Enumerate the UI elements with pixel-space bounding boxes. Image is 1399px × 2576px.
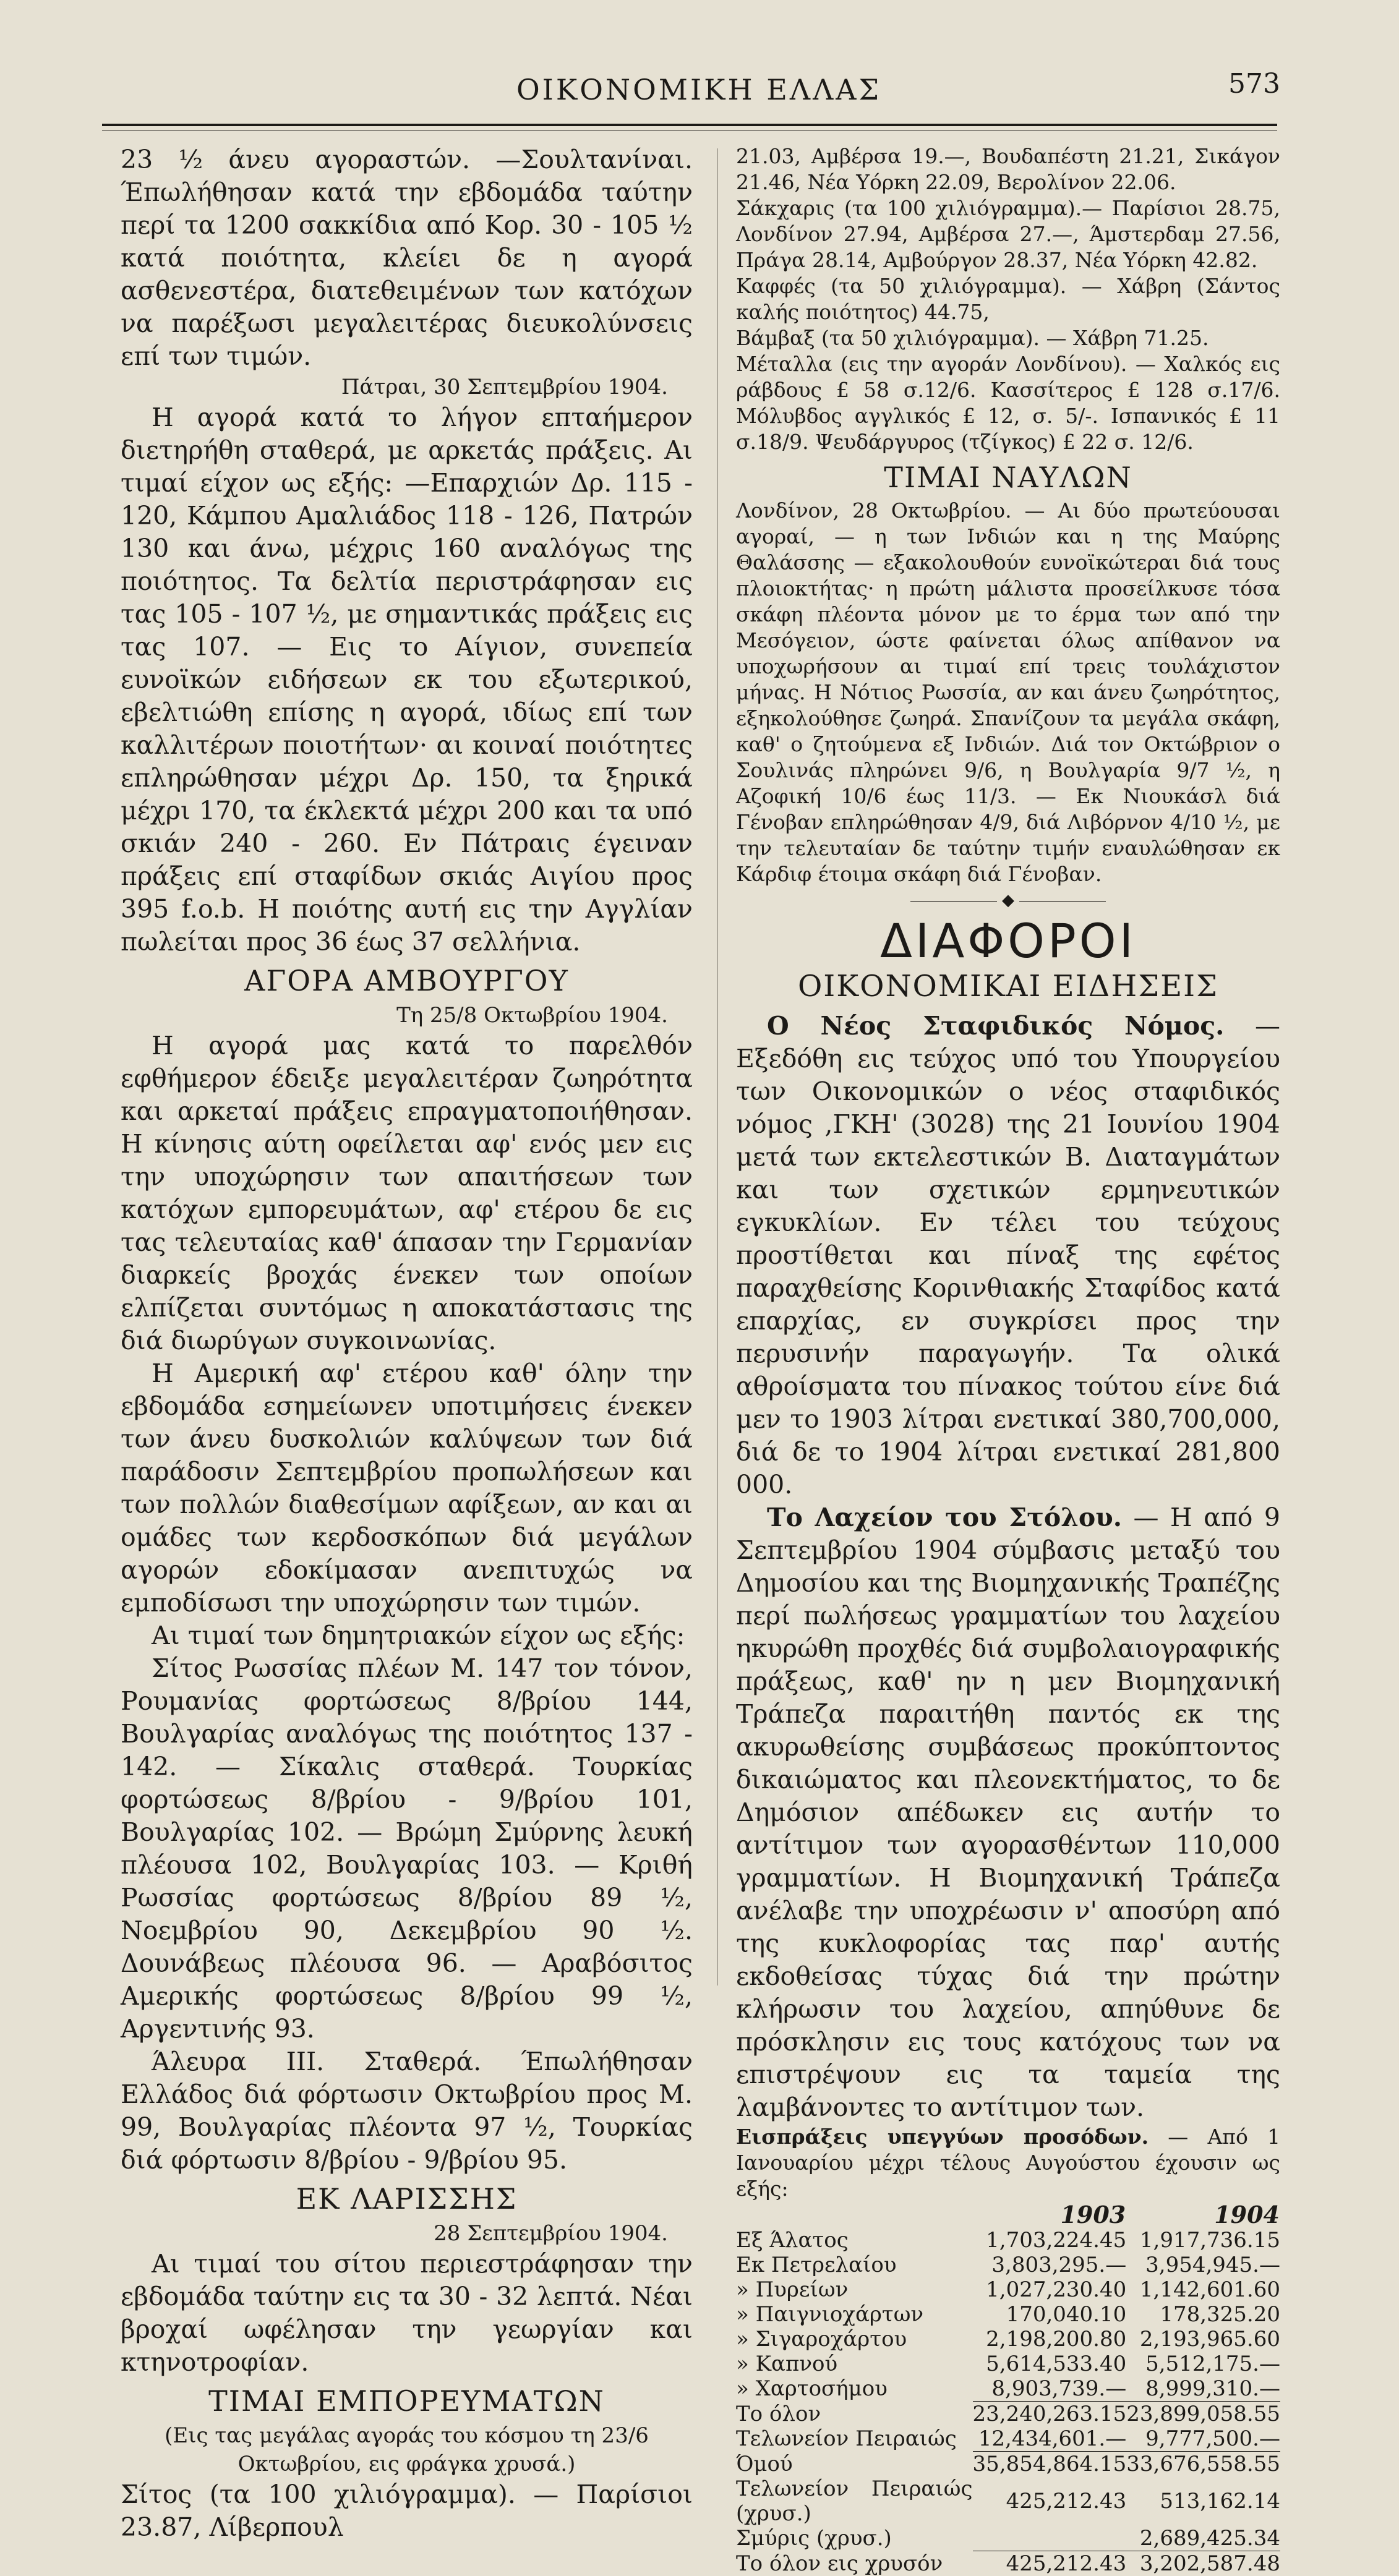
table-row (736, 2253, 1280, 2277)
dateline: Πάτραι, 30 Σεπτεμβρίου 1904. (121, 373, 693, 401)
paragraph: Καφφές (τα 50 χιλιόγραμμα). — Χάβρη (Σάντος καλής ποιότητος) 44.75, (736, 273, 1280, 325)
row-label: Τελωνείον Πειραιώς (χρυσ.) (736, 2476, 973, 2526)
value-1904: 2,193,965.60 (1126, 2327, 1280, 2352)
article-lead: Εισπράξεις υπεγγύων προσόδων. (736, 2125, 1149, 2149)
table-header-1904: 1904 (1126, 2202, 1280, 2228)
value-1904: 2,689,425.34 (1126, 2526, 1280, 2551)
article-lead: Το Λαχείον του Στόλου. (767, 1503, 1122, 1532)
row-label: » Πυρείων (736, 2277, 973, 2302)
article-text: — Εξεδόθη εις τεύχος υπό του Υπουργείου των Οικονομικών ο νέος σταφιδικός νόμος ,ΓΚΗ' (3028) της 21 Ιουνίου 1904 μετά των εκτελεστικών Β. Διαταγμάτων και των σχετικών ερμηνευτικών εγκυκλίων. Εν τέλει του τεύχους προστίθεται και πίναξ της εφέτος παραχθείσης Κορινθιακής Σταφίδος κατά επαρχίας, εν συγκρίσει προς την περυσινήν παραγωγήν. Τα ολικά αθροίσματα του πίνακος τούτου είνε διά μεν το 1903 λίτραι ενετικαί 380,700,000, διά δε το 1904 λίτραι ενετικαί 281,800 000. (736, 1011, 1280, 1499)
value-1904: 5,512,175.— (1126, 2352, 1280, 2376)
paragraph: 23 ½ άνευ αγοραστών. —Σουλτανίναι. Έπωλήθησαν κατά την εβδομάδα ταύτην περί τα 1200 σακκίδια από Κορ. 30 - 105 ½ κατά ποιότητα, κλείει δε η αγορά ασθενεστέρα, διατεθειμένων των κατόχων να παρέξωσι μεγαλειτέρας διευκολύνσεις επί των τιμών. (121, 143, 693, 373)
value-1904: 513,162.14 (1126, 2476, 1280, 2526)
paragraph (736, 2124, 1280, 2202)
row-label: Το όλον (736, 2402, 973, 2427)
row-label: Σμύρις (χρυσ.) (736, 2526, 973, 2551)
dateline: 28 Σεπτεμβρίου 1904. (121, 2219, 693, 2248)
table-header-1903: 1903 (973, 2202, 1127, 2228)
paragraph: Η αγορά κατά το λήγον επταήμερον διετηρήθη σταθερά, με αρκετάς πράξεις. Αι τιμαί είχον ως εξής: —Επαρχιών Δρ. 115 - 120, Κάμπου Αμαλιάδος 118 - 126, Πατρών 130 και άνω, μέχρις 160 αναλόγως της ποιότητος. Τα δελτία περιστράφησαν εις τας 105 - 107 ½, με σημαντικάς πράξεις εις τας 107. — Εις το Αίγιον, συνεπεία ευνοϊκών ειδήσεων εκ του εξωτερικού, εβελτιώθη επίσης η αγορά, ιδίως επί των καλλιτέρων ποιοτήτων· αι κοιναί ποιότητες επληρώθησαν μέχρι Δρ. 150, τα ξηρικά μέχρι 170, τα έκλεκτά μέχρι 200 και τα υπό σκιάν 240 - 260. Εν Πάτραις έγειναν πράξεις επί σταφίδων σκιάς Αιγίου προς 395 f.o.b. Η ποιότης αυτή εις την Αγγλίαν πωλείται προς 36 έως 37 σελλήνια. (121, 401, 693, 958)
value-1903: 5,614,533.40 (973, 2352, 1127, 2376)
table-header-row (736, 2202, 1280, 2228)
paragraph: Σάκχαρις (τα 100 χιλιόγραμμα).— Παρίσιοι 28.75, Λονδίνον 27.94, Αμβέρσα 27.—, Άμστερδαμ 27.56, Πράγα 28.14, Αμβούργον 28.37, Νέα Υόρκη 42.82. (736, 195, 1280, 273)
page-number: 573 (1228, 68, 1280, 100)
paragraph: Βάμβαξ (τα 50 χιλιόγραμμα). — Χάβρη 71.25. (736, 325, 1280, 351)
value-1903: 1,703,224.45 (973, 2228, 1127, 2253)
table-row (736, 2277, 1280, 2302)
value-1903: 1,027,230.40 (973, 2277, 1127, 2302)
table-row (736, 2228, 1280, 2253)
table-row (736, 2551, 1280, 2576)
paragraph: Η αγορά μας κατά το παρελθόν εφθήμερον έδειξε μεγαλειτέραν ζωηρότητα και αρκεταί πράξεις επραγματοποιήθησαν. Η κίνησις αύτη οφείλεται αφ' ενός μεν εις την υποχώρησιν των απαιτήσεων των κατόχων εμπορευμάτων, αφ' ετέρου δε εις τας τελευταίας καθ' άπασαν την Γερμανίαν διαρκείς βροχάς ένεκεν των οποίων ελπίζεται συντόμως η αποκατάστασις της διά διωρύγων συγκοινωνίας. (121, 1030, 693, 1357)
paragraph (736, 1010, 1280, 1501)
paragraph: Η Αμερική αφ' ετέρου καθ' όλην την εβδομάδα εσημείωνεν υποτιμήσεις ένεκεν των άνευ δυσκολιών καλύψεων των διά παράδοσιν Σεπτεμβρίου προπωλήσεων και των πολλών διαθεσίμων αφίξεων, αν και αι ομάδες των κερδοσκόπων διά μεγάλων αγορών εδοκίμασαν ανεπιτυχώς να εμποδίσωσι την υποχώρησιν των τιμών. (121, 1357, 693, 1619)
section-heading: ΑΓΟΡΑ ΑΜΒΟΥΡΓΟΥ (121, 965, 693, 997)
row-label: Εκ Πετρελαίου (736, 2253, 973, 2277)
paragraph: Αι τιμαί του σίτου περιεστράφησαν την εβδομάδα ταύτην εις τα 30 - 32 λεπτά. Νέαι βροχαί ωφέλησαν την γεωργίαν και κτηνοτροφίαν. (121, 2248, 693, 2379)
article-text: — Η από 9 Σεπτεμβρίου 1904 σύμβασις μεταξύ του Δημοσίου και της Βιομηχανικής Τραπέζης περί πωλήσεως γραμματίων του λαχείου ηκυρώθη προχθές διά συμβολαιογραφικής πράξεως, καθ' ην η μεν Βιομηχανική Τράπεζα παραιτήθη παντός εκ της ακυρωθείσης συμβάσεως προκύπτοντος δικαιώματος και πλεονεκτήματος, το δε Δημόσιον απέδωκεν εις αυτήν το αντίτιμον των αγορασθέντων 110,000 γραμματίων. Η Βιομηχανική Τράπεζα ανέλαβε την υποχρέωσιν ν' αποσύρη από της κυκλοφορίας τας παρ' αυτής εκδοθείσας τύχας διά την πρώτην κλήρωσιν του λαχείου, απηύθυνε δε πρόσκλησιν εις τους κατόχους των να επιστρέψουν εις τα ταμεία της λαμβάνοντες το αντίτιμον των. (736, 1503, 1280, 2122)
row-label: » Παιγνιοχάρτων (736, 2302, 973, 2327)
paragraph: 21.03, Αμβέρσα 19.—, Βουδαπέστη 21.21, Σικάγον 21.46, Νέα Υόρκη 22.09, Βερολίνον 22.06. (736, 143, 1280, 195)
paragraph: Άλευρα ΙΙΙ. Σταθερά. Έπωλήθησαν Ελλάδος διά φόρτωσιν Οκτωβρίου προς Μ. 99, Βουλγαρίας πλέοντα 97 ½, Τουρκίας διά φόρτωσιν 8/βρίου - 9/βρίου 95. (121, 2045, 693, 2177)
paragraph: Σίτος Ρωσσίας πλέων Μ. 147 τον τόνον, Ρουμανίας φορτώσεως 8/βρίου 144, Βουλγαρίας αναλόγως της ποιότητος 137 - 142. — Σίκαλις σταθερά. Τουρκίας φορτώσεως 8/βρίου - 9/βρίου 101, Βουλγαρίας 102. — Βρώμη Σμύρνης λευκή πλέουσα 102, Βουλγαρίας 103. — Κριθή Ρωσσίας φορτώσεως 8/βρίου 89 ½, Νοεμβρίου 90, Δεκεμβρίου 90 ½. Δουνάβεως πλέουσα 96. — Αραβόσιτος Αμερικής φορτώσεως 8/βρίου 99 ½, Αργεντινής 93. (121, 1652, 693, 2045)
ornament-divider: ◆ (736, 890, 1280, 911)
value-1903: 23,240,263.15 (973, 2402, 1127, 2427)
paragraph (736, 1501, 1280, 2124)
value-1903: 12,434,601.— (973, 2426, 1127, 2452)
row-label: » Σιγαροχάρτου (736, 2327, 973, 2352)
revenue-table-body (736, 2228, 1280, 2576)
section-heading: ΤΙΜΑΙ ΝΑΥΛΩΝ (736, 461, 1280, 494)
table-row (736, 2376, 1280, 2402)
table-row (736, 2426, 1280, 2452)
table-row (736, 2352, 1280, 2376)
value-1903: 8,903,739.— (973, 2376, 1127, 2402)
table-row (736, 2452, 1280, 2477)
value-1904: 33,676,558.55 (1126, 2452, 1280, 2477)
table-row (736, 2526, 1280, 2551)
value-1904: 9,777,500.— (1126, 2426, 1280, 2452)
paragraph: Λονδίνον, 28 Οκτωβρίου. — Αι δύο πρωτεύουσαι αγοραί, — η των Ινδιών και η της Μαύρης Θαλάσσης — εξακολουθούν ευνοϊκώτεραι διά τους πλοιοκτήτας· η πρώτη μάλιστα προσείλκυσε τόσα σκάφη πλέοντα μόνον με το έρμα των από την Μεσόγειον, ώστε φαίνεται όλως απίθανον να υποχωρήσουν αι τιμαί επί τρεις τουλάχιστον μήνας. Η Νότιος Ρωσσία, αν και άνευ ζωηρότητος, εξηκολούθησε ζωηρά. Σπανίζουν τα μεγάλα σκάφη, καθ' ο ζητούμενα εξ Ινδιών. Διά τον Οκτώβριον ο Σουλινάς πληρώνει 9/6, η Βουλγαρία 9/7 ½, η Αζοφική 10/6 έως 11/3. — Εκ Νιουκάσλ διά Γένοβαν επληρώθησαν 4/9, διά Λιβόρνον 4/10 ½, με την τελευταίαν δε ταύτην τιμήν εναυλώθησαν εκ Κάρδιφ έτοιμα σκάφη διά Γένοβαν. (736, 498, 1280, 887)
value-1904: 3,202,587.48 (1126, 2551, 1280, 2576)
section-heading-large: ΔΙΑΦΟΡΟΙ (736, 915, 1280, 968)
column-divider (717, 148, 718, 1985)
table-row (736, 2327, 1280, 2352)
paragraph: Σίτος (τα 100 χιλιόγραμμα). — Παρίσιοι 23.87, Λίβερπουλ (121, 2478, 693, 2544)
section-subheading: (Εις τας μεγάλας αγοράς του κόσμου τη 23/6 Οκτωβρίου, εις φράγκα χρυσά.) (121, 2421, 693, 2478)
revenue-table (736, 2202, 1280, 2576)
value-1903: 35,854,864.15 (973, 2452, 1127, 2477)
left-column (121, 143, 693, 2544)
value-1903: 425,212.43 (973, 2476, 1127, 2526)
value-1903: 3,803,295.— (973, 2253, 1127, 2277)
section-heading: ΤΙΜΑΙ ΕΜΠΟΡΕΥΜΑΤΩΝ (121, 2385, 693, 2418)
value-1903 (973, 2526, 1127, 2551)
section-subheading: ΟΙΚΟΝΟΜΙΚΑΙ ΕΙΔΗΣΕΙΣ (736, 968, 1280, 1005)
row-label: Το όλον εις χρυσόν (736, 2551, 973, 2576)
row-label: » Καπνού (736, 2352, 973, 2376)
page-header (118, 73, 1280, 110)
running-title: ΟΙΚΟΝΟΜΙΚΗ ΕΛΛΑΣ (118, 73, 1280, 106)
value-1903: 2,198,200.80 (973, 2327, 1127, 2352)
value-1904: 178,325.20 (1126, 2302, 1280, 2327)
row-label: Τελωνείον Πειραιώς (736, 2426, 973, 2452)
paragraph: Αι τιμαί των δημητριακών είχον ως εξής: (121, 1619, 693, 1652)
value-1903: 425,212.43 (973, 2551, 1127, 2576)
row-label: Όμού (736, 2452, 973, 2477)
table-row (736, 2302, 1280, 2327)
right-column (736, 143, 1280, 2576)
paragraph: Μέταλλα (εις την αγοράν Λονδίνου). — Χαλκός εις ράβδους £ 58 σ.12/6. Κασσίτερος £ 128 σ.17/6. Μόλυβδος αγγλικός £ 12, σ. 5/-. Ισπανικός £ 11 σ.18/9. Ψευδάργυρος (τζίγκος) £ 22 σ. 12/6. (736, 351, 1280, 455)
table-header-label (736, 2202, 973, 2228)
value-1903: 170,040.10 (973, 2302, 1127, 2327)
header-rule (102, 124, 1277, 126)
value-1904: 3,954,945.— (1126, 2253, 1280, 2277)
table-row (736, 2476, 1280, 2526)
value-1904: 1,917,736.15 (1126, 2228, 1280, 2253)
article-lead: Ο Νέος Σταφιδικός Νόμος. (767, 1011, 1224, 1041)
value-1904: 1,142,601.60 (1126, 2277, 1280, 2302)
value-1904: 23,899,058.55 (1126, 2402, 1280, 2427)
section-heading: ΕΚ ΛΑΡΙΣΣΗΣ (121, 2183, 693, 2216)
table-row (736, 2402, 1280, 2427)
dateline: Τη 25/8 Οκτωβρίου 1904. (121, 1001, 693, 1030)
value-1904: 8,999,310.— (1126, 2376, 1280, 2402)
article-text: — Από 1 Ιανουαρίου μέχρι τέλους Αυγούστου έχουσιν ως εξής: (736, 2125, 1280, 2201)
row-label: » Χαρτοσήμου (736, 2376, 973, 2402)
row-label: Εξ Άλατος (736, 2228, 973, 2253)
